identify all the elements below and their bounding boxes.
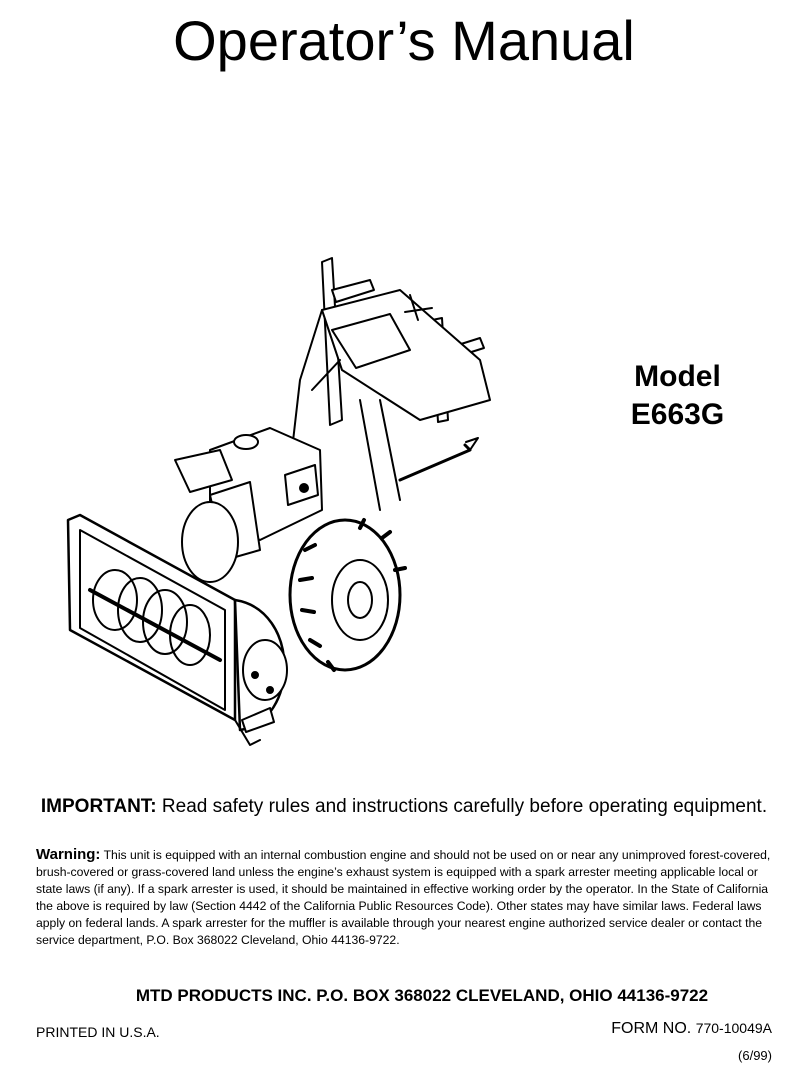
snow-thrower-illustration — [60, 250, 500, 760]
manual-title: Operator’s Manual — [173, 9, 635, 72]
important-label: IMPORTANT: — [40, 796, 157, 817]
important-notice — [0, 796, 808, 818]
print-date: (6/99) — [738, 1048, 772, 1063]
form-number-block — [611, 1020, 772, 1038]
model-label: Model — [634, 360, 721, 393]
model-number: E663G — [630, 398, 725, 431]
warning-label: Warning: — [36, 846, 101, 863]
model-block — [610, 358, 745, 434]
warning-text: This unit is equipped with an internal combustion engine and should not be used on or near any unimproved forest-covered, brush-covered or grass-covered land unless the engine’s exhaust system is equipped with a spark arrester meeting applicable local or state laws (if any). If a spark arrester is used, it should be maintained in effective working order by the operator. In the State of California the above is required by law (Section 4442 of the California Public Resources Code). Other states may have similar laws. Federal laws apply on federal lands. A spark arrester for the muffler is available through your nearest engine authorized service dealer or contact the service department, P.O. Box 368022 Cleveland, Ohio 44136-9722. — [36, 848, 771, 947]
warning-paragraph — [36, 846, 776, 949]
printed-in: PRINTED IN U.S.A. — [36, 1024, 160, 1040]
form-label: FORM NO. — [611, 1020, 692, 1037]
form-number: 770-10049A — [695, 1020, 772, 1036]
company-address: MTD PRODUCTS INC. P.O. BOX 368022 CLEVELAND, OHIO 44136-9722 — [135, 986, 709, 1005]
important-text: Read safety rules and instructions carefully before operating equipment. — [156, 796, 768, 817]
